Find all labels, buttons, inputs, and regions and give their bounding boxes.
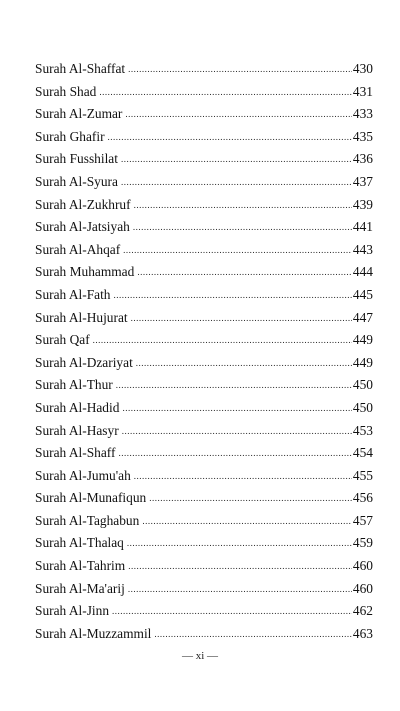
toc-entry-page: 449 bbox=[352, 354, 373, 370]
toc-entry-page: 463 bbox=[352, 625, 373, 641]
toc-entry-title: Surah Ghafir bbox=[35, 128, 105, 144]
toc-entry-title: Surah Al-Ma'arij bbox=[35, 580, 125, 596]
toc-entry-page: 444 bbox=[352, 264, 373, 280]
toc-entry bbox=[35, 465, 373, 488]
dot-leader bbox=[112, 600, 352, 623]
toc-entry-title: Surah Al-Munafiqun bbox=[35, 490, 147, 506]
page-number: — xi — bbox=[181, 650, 219, 662]
dot-leader bbox=[93, 329, 352, 352]
dot-leader bbox=[122, 397, 351, 420]
toc-entry bbox=[35, 555, 373, 578]
toc-entry-title: Surah Al-Jatsiyah bbox=[35, 219, 130, 235]
toc-entry bbox=[35, 194, 373, 217]
toc-entry-page: 441 bbox=[352, 219, 373, 235]
toc-entry-page: 445 bbox=[352, 286, 373, 302]
toc-entry-page: 436 bbox=[352, 151, 373, 167]
toc-entry-page: 456 bbox=[352, 490, 373, 506]
toc-entry bbox=[35, 442, 373, 465]
toc-entry-title: Surah Al-Shaff bbox=[35, 445, 116, 461]
dot-leader bbox=[121, 171, 352, 194]
toc-entry-title: Surah Al-Hadid bbox=[35, 399, 120, 415]
toc-entry bbox=[35, 148, 373, 171]
toc-entry bbox=[35, 307, 373, 330]
toc-entry-title: Surah Muhammad bbox=[35, 264, 135, 280]
toc-entry bbox=[35, 420, 373, 443]
toc-entry-page: 460 bbox=[352, 558, 373, 574]
toc-entry bbox=[35, 284, 373, 307]
dot-leader bbox=[99, 81, 352, 104]
toc-entry-title: Surah Al-Muzzammil bbox=[35, 625, 152, 641]
toc-entry-page: 460 bbox=[352, 580, 373, 596]
toc-entry-title: Surah Al-Hasyr bbox=[35, 422, 119, 438]
dot-leader bbox=[118, 442, 351, 465]
dot-leader bbox=[114, 284, 352, 307]
toc-entry-title: Surah Al-Dzariyat bbox=[35, 354, 133, 370]
dot-leader bbox=[142, 510, 352, 533]
toc-entry-page: 437 bbox=[352, 173, 373, 189]
dot-leader bbox=[134, 194, 352, 217]
toc-entry-page: 457 bbox=[352, 512, 373, 528]
dot-leader bbox=[149, 487, 352, 510]
toc-entry-title: Surah Al-Hujurat bbox=[35, 309, 128, 325]
toc-entry bbox=[35, 487, 373, 510]
toc-entry-page: 430 bbox=[352, 61, 373, 76]
toc-entry bbox=[35, 374, 373, 397]
toc-entry-title: Surah Al-Shaffat bbox=[35, 61, 126, 76]
toc-entry bbox=[35, 126, 373, 149]
dot-leader bbox=[131, 307, 352, 330]
toc-entry bbox=[35, 171, 373, 194]
toc-entry-page: 453 bbox=[352, 422, 373, 438]
dot-leader bbox=[154, 623, 352, 646]
toc-entry-title: Surah Qaf bbox=[35, 332, 90, 348]
dot-leader bbox=[127, 532, 352, 555]
toc-entry-page: 431 bbox=[352, 83, 373, 99]
toc-entry-title: Surah Al-Jumu'ah bbox=[35, 467, 131, 483]
toc-entry-title: Surah Al-Fath bbox=[35, 286, 111, 302]
toc-entry-page: 443 bbox=[352, 241, 373, 257]
toc-entry-title: Surah Al-Jinn bbox=[35, 603, 110, 619]
toc-entry-title: Surah Al-Zukhruf bbox=[35, 196, 131, 212]
dot-leader bbox=[121, 148, 352, 171]
toc-entry-title: Surah Al-Syura bbox=[35, 173, 118, 189]
toc-entry bbox=[35, 58, 373, 81]
toc-entry-page: 435 bbox=[352, 128, 373, 144]
dot-leader bbox=[133, 216, 352, 239]
toc-entry-title: Surah Al-Tahrim bbox=[35, 558, 126, 574]
toc-entry bbox=[35, 623, 373, 646]
dot-leader bbox=[123, 239, 352, 262]
toc-entry bbox=[35, 261, 373, 284]
dot-leader bbox=[128, 578, 352, 601]
toc-entry-page: 447 bbox=[352, 309, 373, 325]
toc-entry-page: 433 bbox=[352, 106, 373, 122]
dot-leader bbox=[125, 103, 352, 126]
dot-leader bbox=[122, 420, 352, 443]
toc-entry bbox=[35, 216, 373, 239]
toc-entry-title: Surah Al-Thalaq bbox=[35, 535, 124, 551]
toc-entry-page: 449 bbox=[352, 332, 373, 348]
toc-entry-page: 462 bbox=[352, 603, 373, 619]
toc-entry-title: Surah Al-Taghabun bbox=[35, 512, 140, 528]
toc-entry-page: 439 bbox=[352, 196, 373, 212]
dot-leader bbox=[137, 261, 352, 284]
toc-entry-title: Surah Shad bbox=[35, 83, 97, 99]
toc-entry-title: Surah Al-Zumar bbox=[35, 106, 123, 122]
dot-leader bbox=[134, 465, 352, 488]
toc-entry-page: 454 bbox=[352, 445, 373, 461]
toc-entry bbox=[35, 578, 373, 601]
toc-entry-title: Surah Fusshilat bbox=[35, 151, 118, 167]
toc-entry bbox=[35, 352, 373, 375]
dot-leader bbox=[136, 352, 352, 375]
toc-entry bbox=[35, 532, 373, 555]
toc-entry bbox=[35, 510, 373, 533]
toc-entry bbox=[35, 239, 373, 262]
toc-entry-page: 450 bbox=[352, 399, 373, 415]
toc-entry-page: 459 bbox=[352, 535, 373, 551]
dot-leader bbox=[128, 58, 352, 81]
dot-leader bbox=[116, 374, 352, 397]
toc-entry bbox=[35, 329, 373, 352]
toc-entry-page: 455 bbox=[352, 467, 373, 483]
dot-leader bbox=[128, 555, 352, 578]
toc-entry-title: Surah Al-Thur bbox=[35, 377, 113, 393]
toc-entry bbox=[35, 397, 373, 420]
table-of-contents bbox=[35, 58, 373, 645]
toc-entry bbox=[35, 600, 373, 623]
toc-entry bbox=[35, 103, 373, 126]
dot-leader bbox=[108, 126, 352, 149]
toc-entry bbox=[35, 81, 373, 104]
toc-entry-title: Surah Al-Ahqaf bbox=[35, 241, 121, 257]
toc-entry-page: 450 bbox=[352, 377, 373, 393]
